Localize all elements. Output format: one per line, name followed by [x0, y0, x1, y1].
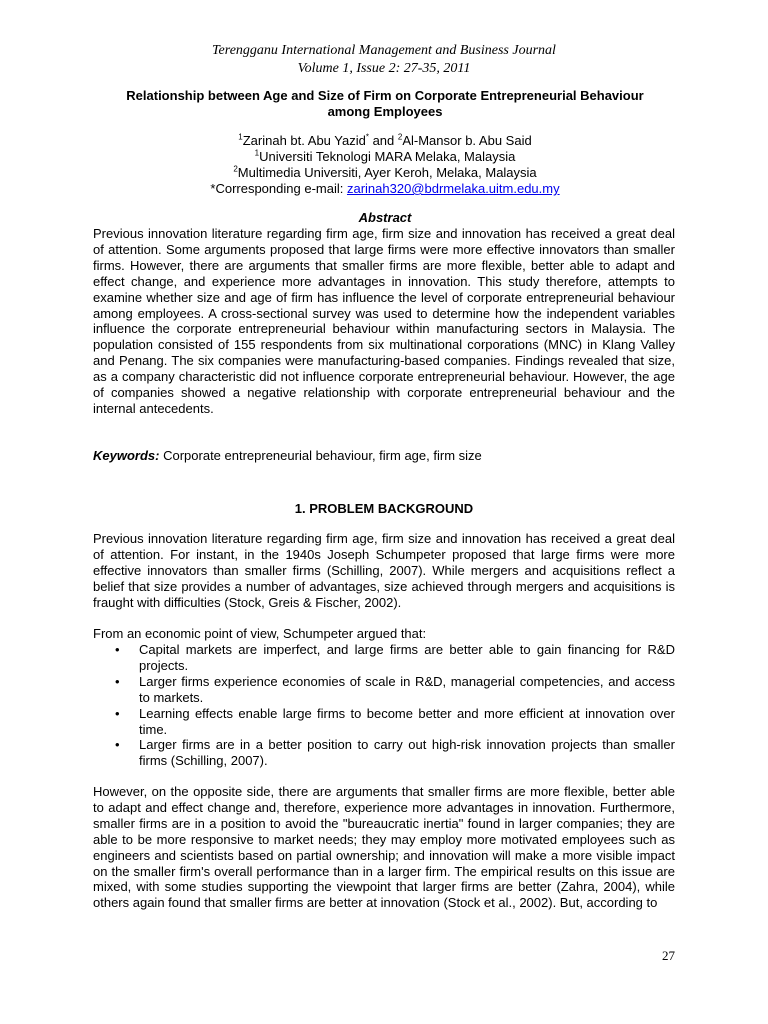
affil2-text: Multimedia Universiti, Ayer Keroh, Melaka, Malaysia [237, 165, 537, 180]
list-item [93, 706, 675, 738]
affiliation-2 [90, 165, 680, 181]
author1-sup: 1 [238, 132, 243, 142]
author2-name: Al-Mansor b. Abu Said [402, 133, 532, 148]
author1-name: Zarinah bt. Abu Yazid [242, 133, 366, 148]
author-names [90, 133, 680, 149]
affil1-sup: 1 [254, 148, 260, 158]
abstract-text: Previous innovation literature regarding firm age, firm size and innovation has received a great deal of attention. Some arguments proposed that large firms were more effective innovators than smaller firms. However, there are arguments that smaller firms are more flexible, better able to adapt and effect change, and experience more advantages in innovation. This study therefore, attempts to examine whether size and age of firm has influence the level of corporate entrepreneurial behaviour among employees. A cross-sectional survey was used to determine how the independent variables influence the corporate entrepreneurial behaviour within manufacturing sectors in Malaysia. The population consisted of 155 respondents from six multinational corporations (MNC) in Klang Valley and Penang. The six companies were manufacturing-based companies. Findings revealed that size, as a company characteristic did not influence corporate entrepreneurial behaviour. However, the age of companies showed a negative relationship with corporate entrepreneurial behaviour and the internal antecedents. [93, 226, 675, 416]
list-item [93, 674, 675, 706]
bullet-glyph: • [115, 737, 120, 753]
journal-name: Terengganu International Management and Business Journal [212, 43, 556, 58]
list-item-text: Larger firms are in a better position to carry out high-risk innovation projects than smaller firms (Schilling, 2007). [139, 737, 675, 769]
author-and: and [368, 133, 398, 148]
bullet-glyph: • [115, 705, 120, 721]
corresponding-mark: * [365, 132, 369, 142]
author2-sup: 2 [397, 132, 403, 142]
affil2-sup: 2 [233, 164, 238, 174]
bullet-list [93, 642, 675, 769]
list-item [93, 642, 675, 674]
page-number: 27 [662, 948, 675, 963]
list-item-text: Capital markets are imperfect, and large firms are better able to gain financing for R&D projects. [139, 642, 675, 673]
list-item [93, 737, 675, 769]
section-heading: 1. PROBLEM BACKGROUND [294, 501, 474, 516]
paper-title [90, 88, 680, 120]
keywords [93, 448, 675, 464]
author-block [90, 133, 680, 197]
abstract-heading: Abstract [358, 210, 412, 225]
paper-title-line1: Relationship between Age and Size of Firm on Corporate Entrepreneurial Behaviour [126, 88, 644, 103]
corresponding-email [90, 181, 680, 197]
email-label: *Corresponding e-mail: [210, 181, 347, 196]
section-paragraph-1: Previous innovation literature regarding firm age, firm size and innovation has received a great deal of attention. For instant, in the 1940s Joseph Schumpeter proposed that large firms were more effective innovators than smaller firms (Schilling, 2007). While mergers and acquisitions reflect a belief that size provides a number of advantages, size achieved through mergers and acquisitions is fraught with difficulties (Stock, Greis & Fischer, 2002). [93, 531, 675, 610]
section-paragraph-2: From an economic point of view, Schumpeter argued that: [93, 626, 427, 641]
list-item-text: Learning effects enable large firms to become better and more efficient at innovation over time. [139, 705, 675, 737]
affil1-text: Universiti Teknologi MARA Melaka, Malaysia [259, 149, 516, 164]
keywords-label: Keywords [93, 448, 156, 463]
email-link[interactable]: zarinah320@bdrmelaka.uitm.edu.my [346, 181, 560, 196]
journal-volume: Volume 1, Issue 2: 27-35, 2011 [297, 61, 471, 76]
paper-title-line2: among Employees [327, 104, 443, 119]
keywords-text: Corporate entrepreneurial behaviour, firm age, firm size [159, 448, 482, 463]
section-paragraph-3: However, on the opposite side, there are arguments that smaller firms are more flexible, better able to adapt and effect change and, therefore, experience more advantages in innovation. Furthermore, smaller firms are in a position to avoid the "bureaucratic inertia" found in larger companies; they are able to be more responsive to market needs; they may employ more motivated employees such as engineers and scientists based on partial ownership; and innovation will make a more visible impact on the smaller firm's overall performance than in a larger firm. The empirical results on this issue are mixed, with some studies supporting the viewpoint that larger firms are better (Zahra, 2004), while others again found that smaller firms are better at innovation (Stock et al., 2002). But, according to [93, 784, 675, 911]
keywords-colon: : [155, 448, 160, 463]
bullet-glyph: • [115, 673, 120, 689]
affiliation-1 [90, 149, 680, 165]
list-item-text: Larger firms experience economies of scale in R&D, managerial competencies, and access to markets. [139, 673, 675, 705]
bullet-glyph: • [115, 642, 120, 657]
